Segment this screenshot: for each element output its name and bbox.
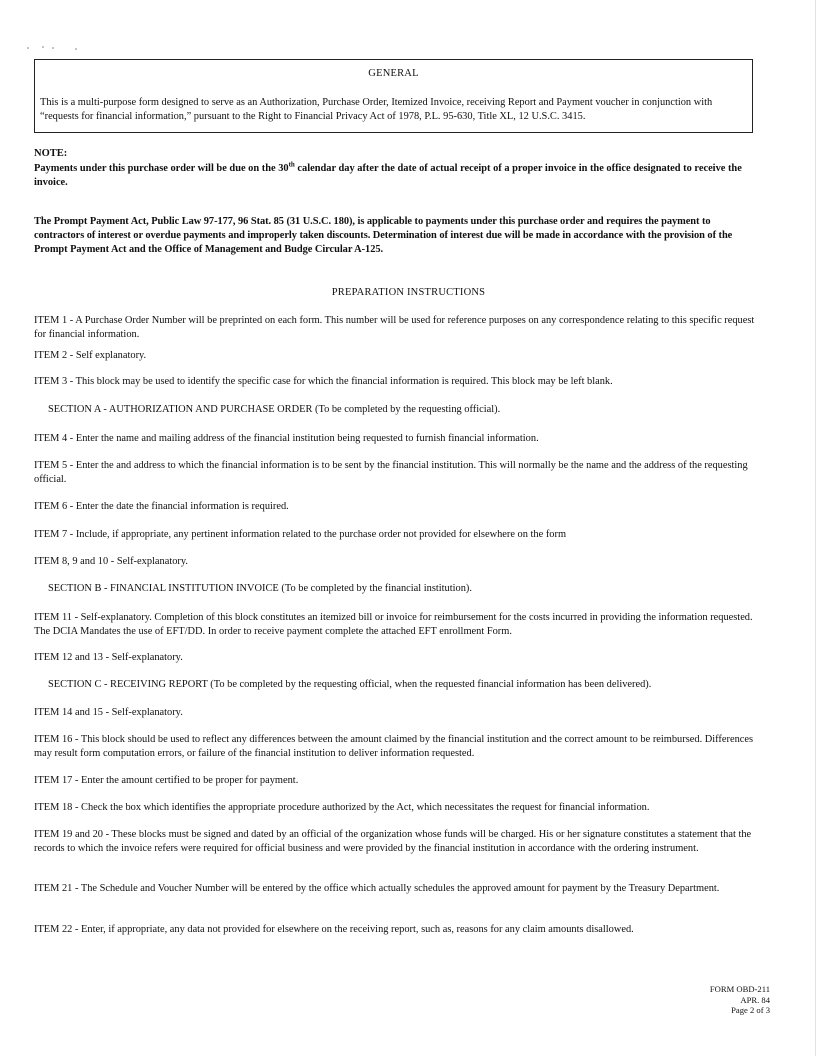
item-7: ITEM 7 - Include, if appropriate, any pertinent information related to the purchase order not provided for elsewhere on the form (34, 529, 567, 540)
item-1: ITEM 1 - A Purchase Order Number will be preprinted on each form. This number will be used for reference purposes on any correspondence relating to this specific request for financial information. (34, 315, 755, 340)
note-text-start: Payments under this purchase order will be due on the 30 (34, 163, 289, 174)
item-22: ITEM 22 - Enter, if appropriate, any data not provided for elsewhere on the receiving report, such as, reasons for any claim amounts disallowed. (34, 924, 634, 935)
general-body: This is a multi-purpose form designed to serve as an Authorization, Purchase Order, Itemized Invoice, receiving Report and Payment voucher in conjunction with “requests for financial information,” pursuant to the Right to Financial Privacy Act of 1978, P.L. 95-630, Title XL, 12 U.S.C. 3415. (40, 97, 713, 122)
item-4: ITEM 4 - Enter the name and mailing address of the financial institution being requested to furnish financial information. (34, 433, 539, 444)
scan-speck (42, 46, 44, 48)
prompt-payment-paragraph: The Prompt Payment Act, Public Law 97-177, 96 Stat. 85 (31 U.S.C. 180), is applicable to payments under this purchase order and requires the payment to contractors of interest or overdue payments and improperly taken discounts. Determination of interest due will be made in accordance with the provision of the Prompt Payment Act and the Office of Management and Budge Circular A-125. (34, 216, 733, 255)
scan-speck (52, 47, 54, 49)
item-19-20: ITEM 19 and 20 - These blocks must be signed and dated by an official of the organization whose funds will be charged. His or her signature constitutes a statement that the records to which the invoice refers were required for official business and were provided by the financial institution in accordance with the ordering instrument. (34, 829, 752, 854)
item-14-15: ITEM 14 and 15 - Self-explanatory. (34, 707, 183, 718)
item-8-10: ITEM 8, 9 and 10 - Self-explanatory. (34, 556, 188, 567)
note-label: NOTE: (34, 148, 68, 159)
general-section-box (34, 59, 753, 133)
scan-speck (27, 47, 29, 49)
item-11: ITEM 11 - Self-explanatory. Completion of this block constitutes an itemized bill or invoice for reimbursement for the costs incurred in providing the information requested. The DCIA Mandates the use of EFT/DD. In order to receive payment complete the attached EFT enrollment Form. (34, 612, 753, 637)
item-3: ITEM 3 - This block may be used to identify the specific case for which the financial information is required. This block may be left blank. (34, 376, 613, 387)
note-text-end: calendar day after the date of actual receipt of a proper invoice in the office designated to receive the invoice. (34, 163, 742, 188)
section-b-heading: SECTION B - FINANCIAL INSTITUTION INVOICE (To be completed by the financial institution). (48, 583, 472, 594)
item-21: ITEM 21 - The Schedule and Voucher Number will be entered by the office which actually schedules the approved amount for payment by the Treasury Department. (34, 883, 720, 894)
item-12-13: ITEM 12 and 13 - Self-explanatory. (34, 652, 183, 663)
section-c-heading: SECTION C - RECEIVING REPORT (To be completed by the requesting official, when the requested financial information has been delivered). (48, 679, 652, 690)
note-superscript: th (288, 160, 295, 169)
item-16: ITEM 16 - This block should be used to reflect any differences between the amount claimed by the financial institution and the correct amount to be reimbursed. Differences may result form computation errors, or failure of the financial institution to deliver information requested. (34, 734, 754, 759)
footer-page-number: Page 2 of 3 (731, 1005, 770, 1015)
item-17: ITEM 17 - Enter the amount certified to be proper for payment. (34, 775, 299, 786)
scan-speck (75, 48, 77, 50)
general-title: GENERAL (368, 68, 419, 79)
form-footer (710, 984, 770, 1016)
item-6: ITEM 6 - Enter the date the financial information is required. (34, 501, 289, 512)
footer-form-date: APR. 84 (740, 994, 770, 1005)
item-18: ITEM 18 - Check the box which identifies the appropriate procedure authorized by the Act, which necessitates the request for financial information. (34, 802, 650, 813)
item-5: ITEM 5 - Enter the and address to which the financial information is to be sent by the financial institution. This will normally be the name and the address of the requesting official. (34, 460, 748, 485)
footer-form-number: FORM OBD-211 (709, 984, 770, 994)
scan-edge-line (815, 0, 816, 1056)
preparation-instructions-title: PREPARATION INSTRUCTIONS (331, 287, 486, 298)
item-2: ITEM 2 - Self explanatory. (34, 350, 147, 361)
section-a-heading: SECTION A - AUTHORIZATION AND PURCHASE ORDER (To be completed by the requesting official). (48, 404, 501, 415)
note-body (34, 162, 756, 190)
